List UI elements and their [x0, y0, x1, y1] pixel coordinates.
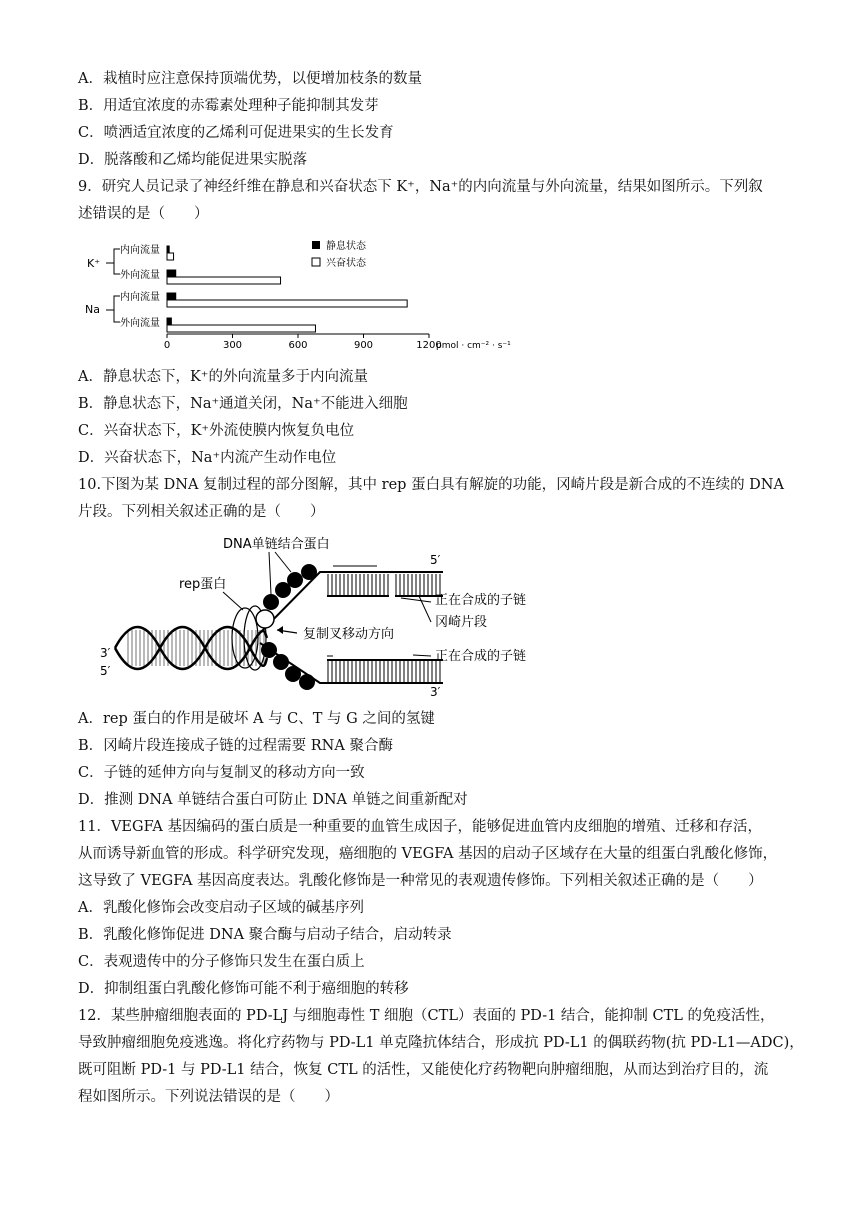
- fork-direction-label: 复制叉移动方向: [303, 627, 395, 642]
- x-tick-label-600: 600: [288, 340, 308, 351]
- legend-label-rest: 静息状态: [326, 241, 366, 252]
- group-label-k: K⁺: [87, 257, 101, 270]
- x-tick-label-900: 900: [353, 340, 374, 351]
- ssb-proteins-bottom: [261, 642, 315, 690]
- q9-option-d: D．兴奋状态下，Na⁺内流产生动作电位: [78, 450, 337, 466]
- ssb-pointer-2: [275, 552, 291, 572]
- q8-option-d: D．脱落酸和乙烯均能促进果实脱落: [78, 152, 308, 168]
- bar-excited-k-in: [167, 253, 174, 260]
- q12-stem-line1: 12．某些肿瘤细胞表面的 PD-LJ 与细胞毒性 T 细胞（CTL）表面的 PD-1 结合，能抑制 CTL 的免疫活性，: [78, 1008, 775, 1024]
- q8-option-b: B．用适宜浓度的赤霉素处理种子能抑制其发芽: [78, 98, 379, 114]
- rep-protein-label: rep蛋白: [179, 577, 227, 592]
- okazaki-label: 冈崎片段: [435, 615, 488, 630]
- q8-option-a: A．栽植时应注意保持顶端优势，以便增加枝条的数量: [78, 71, 422, 87]
- ssb-pointer-1: [269, 552, 271, 594]
- helix-end-5prime: 5′: [100, 664, 111, 678]
- bar-rest-na-in: [167, 293, 176, 300]
- okazaki-fragments: [327, 574, 443, 596]
- bar-excited-k-out: [167, 277, 281, 284]
- legend-label-excited: 兴奋状态: [326, 258, 366, 269]
- q11-stem-line2: 从而诱导新血管的形成。科学研究发现，癌细胞的 VEGFA 基因的启动子区域存在大量的组蛋白乳酸化修饰，: [78, 846, 778, 862]
- bar-excited-na-in: [167, 300, 407, 307]
- row-label-k-out: 外向流量: [120, 270, 160, 281]
- fork-open-circle: [256, 610, 274, 628]
- row-label-na-out: 外向流量: [120, 318, 160, 329]
- x-axis-unit: pmol · cm⁻² · s⁻¹: [436, 341, 511, 351]
- bar-excited-na-out: [167, 325, 315, 332]
- bar-rest-na-out: [167, 318, 171, 325]
- q9-option-a: A．静息状态下，K⁺的外向流量多于内向流量: [78, 369, 368, 385]
- q9-option-c: C．兴奋状态下，K⁺外流使膜内恢复负电位: [78, 423, 355, 439]
- dna-replication-diagram: [95, 530, 545, 700]
- template-top-5prime: 5′: [430, 553, 441, 567]
- q8-option-c: C．喷洒适宜浓度的乙烯利可促进果实的生长发育: [78, 125, 394, 141]
- ssb-label: DNA单链结合蛋白: [223, 537, 330, 552]
- q10-stem-line1: 10.下图为某 DNA 复制过程的部分图解，其中 rep 蛋白具有解旋的功能，冈崎片段是新合成的不连续的 DNA: [78, 477, 784, 493]
- q11-option-d: D．抑制组蛋白乳酸化修饰可能不利于癌细胞的转移: [78, 981, 409, 997]
- x-tick-label-300: 300: [222, 340, 243, 351]
- q10-option-a: A．rep 蛋白的作用是破坏 A 与 C、T 与 G 之间的氢键: [78, 711, 435, 727]
- q9-option-b: B．静息状态下，Na⁺通道关闭，Na⁺不能进入细胞: [78, 396, 408, 412]
- bracket-na: [106, 296, 120, 322]
- helix-end-3prime: 3′: [100, 646, 111, 660]
- bracket-k: [106, 249, 120, 274]
- q10-stem-line2: 片段。下列相关叙述正确的是（ ）: [78, 504, 325, 520]
- q9-stem-line2: 述错误的是（ ）: [78, 206, 209, 222]
- q11-option-b: B．乳酸化修饰促进 DNA 聚合酶与启动子结合，启动转录: [78, 927, 452, 943]
- template-bottom-3prime: 3′: [430, 685, 441, 699]
- q11-stem-line3: 这导致了 VEGFA 基因高度表达。乳酸化修饰是一种常见的表观遗传修饰。下列相关叙述正确的是（ ）: [78, 873, 763, 889]
- rep-pointer: [223, 592, 243, 610]
- q12-stem-line4: 程如图所示。下列说法错误的是（ ）: [78, 1089, 339, 1105]
- q12-stem-line2: 导致肿瘤细胞免疫逃逸。将化疗药物与 PD-L1 单克隆抗体结合，形成抗 PD-L1 的偶联药物(抗 PD-L1—ADC)，: [78, 1035, 804, 1051]
- q10-option-c: C．子链的延伸方向与复制叉的移动方向一致: [78, 765, 365, 781]
- bar-rest-k-in: [167, 246, 169, 253]
- x-tick-label-0: 0: [163, 340, 171, 351]
- q11-option-a: A．乳酸化修饰会改变启动子区域的碱基序列: [78, 900, 364, 916]
- daughter-strand-top-label: 正在合成的子链: [435, 593, 527, 608]
- q12-stem-line3: 既可阻断 PD-1 与 PD-L1 结合，恢复 CTL 的活性，又能使化疗药物靶向肿瘤细胞，从而达到治疗目的，流: [78, 1062, 769, 1078]
- bar-rest-k-out: [167, 270, 176, 277]
- q11-option-c: C．表观遗传中的分子修饰只发生在蛋白质上: [78, 954, 365, 970]
- daughter-strand-bottom-label: 正在合成的子链: [435, 649, 527, 664]
- q10-option-b: B．冈崎片段连接成子链的过程需要 RNA 聚合酶: [78, 738, 393, 754]
- q10-option-d: D．推测 DNA 单链结合蛋白可防止 DNA 单链之间重新配对: [78, 792, 468, 808]
- group-label-na: Na: [85, 303, 100, 316]
- legend-swatch-rest: [312, 241, 320, 249]
- q11-stem-line1: 11．VEGFA 基因编码的蛋白质是一种重要的血管生成因子，能够促进血管内皮细胞的增殖、迁移和存活，: [78, 819, 762, 835]
- legend-swatch-excited: [312, 258, 320, 266]
- ion-flux-bar-chart: [80, 230, 540, 355]
- row-label-na-in: 内向流量: [120, 292, 160, 303]
- row-label-k-in: 内向流量: [120, 245, 160, 256]
- x-tick-label-1200: 1200: [416, 340, 442, 351]
- leading-strand: [327, 660, 443, 682]
- q9-stem-line1: 9．研究人员记录了神经纤维在静息和兴奋状态下 K⁺，Na⁺的内向流量与外向流量，结果如图所示。下列叙: [78, 179, 763, 195]
